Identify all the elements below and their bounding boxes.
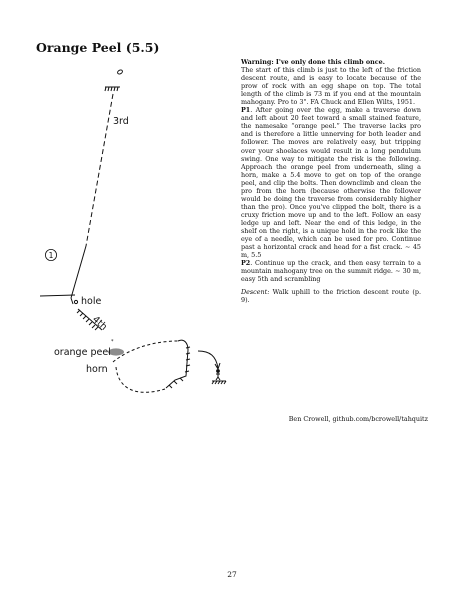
descent-arrow: [198, 351, 218, 368]
route-description: [241, 58, 421, 304]
pitch-two-heading: P2: [241, 259, 251, 268]
fourth-class-label: 4th: [89, 314, 110, 333]
horn-label: horn: [86, 364, 108, 375]
start-ground-marker: [212, 381, 226, 384]
descent-paragraph: [241, 288, 421, 304]
base-ledge: [40, 295, 75, 296]
page-number: 27: [227, 570, 237, 579]
pitch-one-label: 1: [48, 251, 54, 260]
orange-peel-label: orange peel: [54, 347, 111, 358]
approach-path: [116, 367, 165, 392]
pitch-one-paragraph: [241, 106, 421, 259]
descent-text: Walk uphill to the friction descent route (p. 9).: [241, 288, 421, 305]
rock-prow-outline: [166, 340, 188, 388]
hole-icon: [74, 300, 77, 303]
hole-label: hole: [81, 296, 102, 307]
descent-heading: Descent:: [241, 288, 270, 297]
summit-belay-marker: [105, 87, 120, 91]
route-topo-diagram: [20, 58, 240, 418]
third-class-path: [86, 94, 113, 246]
svg-text:*: *: [111, 339, 114, 345]
warning-text: Warning: I've only done this climb once.: [241, 58, 385, 66]
climber-start-icon: [216, 370, 220, 380]
route-title: Orange Peel (5.5): [36, 40, 160, 55]
pitch-one-heading: P1: [241, 106, 251, 115]
pitch-two-line: [71, 246, 86, 298]
pitch-one-text: . After going over the egg, make a traverse down and left about 20 feet toward a small stained feature, the namesake “orange peel.” The traverse lacks pro and is therefore a little unnerving for both leader and follower. The moves are relatively easy, but tripping over your shoelaces would result in a long pendulum swing. One way to mitigate the risk is the following. Approach the orange peel from underneath, sling a horn, make a 5.4 move to get on top of the orange peel, and clip the bolts. Then downclimb and clean the pro from the horn (because otherwise the follower would be doing the traverse from considerably higher than the pro). Once you've clipped the bolt, there is a cruxy friction move up and to the left. Follow an easy ledge up and left. Near the end of this ledge, in the shelf on the right, is a unique hold in the rock like the eye of a needle, which can be used for pro. Continue past a horizontal crack and head for a fist crack. ∼ 45 m, 5.5: [241, 106, 421, 260]
pitch-two-text: . Continue up the crack, and then easy terrain to a mountain mahogany tree on the summit ridge. ∼ 30 m, easy 5th and scrambling: [241, 259, 421, 284]
egg-summit-icon: [117, 69, 123, 75]
third-class-label: 3rd: [113, 116, 129, 127]
author-credit: Ben Crowell, github.com/bcrowell/tahquitz: [288, 415, 428, 423]
pitch-two-paragraph: [241, 259, 421, 283]
intro-paragraph: The start of this climb is just to the left of the friction descent route, and is easy to locate because of the prow of rock with an egg shape on top. The total length of the climb is 73 m if you end at the mountain mahogany. Pro to 3". FA Chuck and Ellen Wilts, 1951.: [241, 66, 421, 107]
